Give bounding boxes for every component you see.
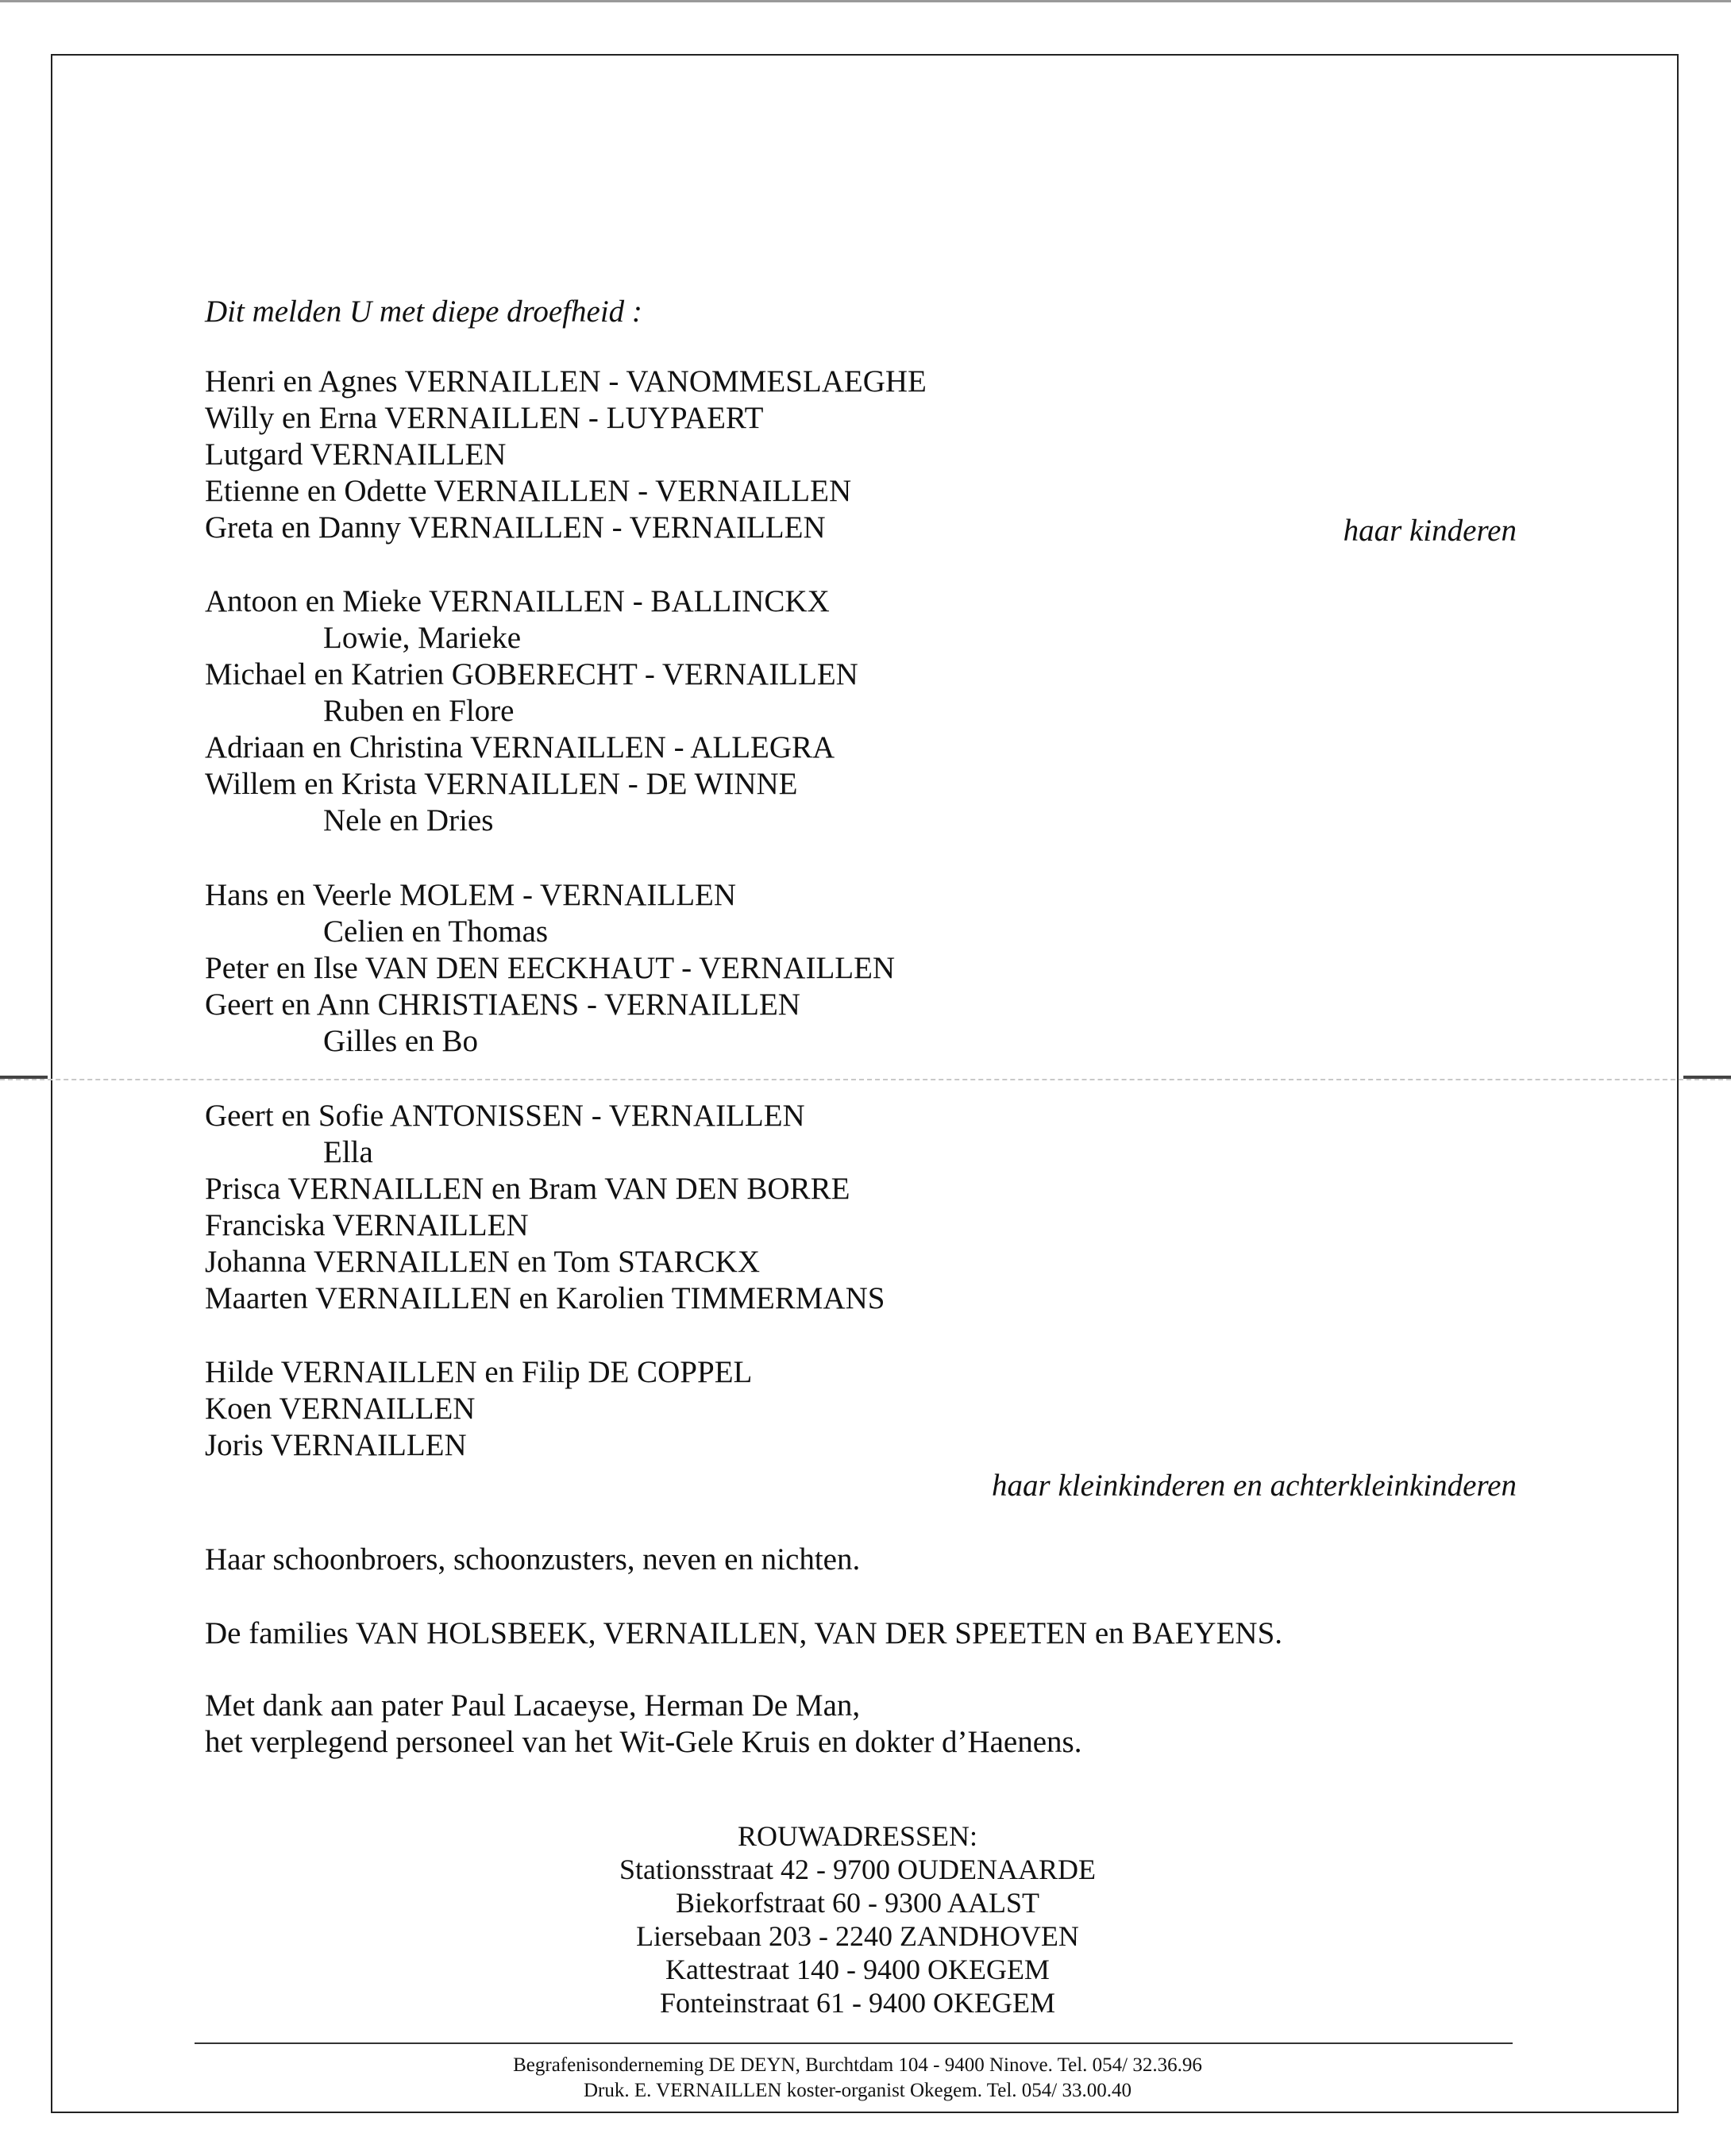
fold-mark-left: [0, 1076, 48, 1079]
great-grandchild-line: Ella: [323, 1135, 373, 1169]
fold-line: [0, 1079, 1731, 1080]
child-line: Lutgard VERNAILLEN: [205, 437, 507, 472]
grandchild-line: Michael en Katrien GOBERECHT - VERNAILLEN: [205, 657, 858, 691]
footer-rule: [195, 2042, 1513, 2044]
grandchild-line: Prisca VERNAILLEN en Bram VAN DEN BORRE: [205, 1172, 850, 1206]
great-grandchild-line: Ruben en Flore: [323, 694, 515, 728]
grandchild-line: Geert en Sofie ANTONISSEN - VERNAILLEN: [205, 1099, 805, 1133]
thanks-line: het verplegend personeel van het Wit-Gele Kruis en dokter d’Haenens.: [205, 1725, 1082, 1759]
address-line: Kattestraat 140 - 9400 OKEGEM: [665, 1954, 1050, 1985]
grandchild-line: Franciska VERNAILLEN: [205, 1208, 529, 1242]
grandchild-line: Maarten VERNAILLEN en Karolien TIMMERMANS: [205, 1281, 885, 1315]
grandchild-line: Peter en Ilse VAN DEN EECKHAUT - VERNAILLEN: [205, 951, 896, 985]
child-line: Etienne en Odette VERNAILLEN - VERNAILLEN: [205, 474, 852, 508]
grandchildren-label: haar kleinkinderen en achterkleinkinderen: [992, 1469, 1517, 1503]
grandchild-line: Antoon en Mieke VERNAILLEN - BALLINCKX: [205, 584, 830, 618]
great-grandchild-line: Celien en Thomas: [323, 914, 549, 949]
footer-line: Begrafenisonderneming DE DEYN, Burchtdam 104 - 9400 Ninove. Tel. 054/ 32.36.96: [513, 2054, 1202, 2076]
great-grandchild-line: Gilles en Bo: [323, 1024, 478, 1058]
address-line: Fonteinstraat 61 - 9400 OKEGEM: [660, 1987, 1055, 2019]
grandchild-line: Hilde VERNAILLEN en Filip DE COPPEL: [205, 1355, 753, 1389]
grandchild-line: Koen VERNAILLEN: [205, 1392, 476, 1426]
intro-text: Dit melden U met diepe droefheid :: [205, 295, 642, 329]
addresses-heading: ROUWADRESSEN:: [737, 1820, 978, 1852]
thanks-line: Met dank aan pater Paul Lacaeyse, Herman De Man,: [205, 1688, 861, 1723]
grandchild-line: Willem en Krista VERNAILLEN - DE WINNE: [205, 767, 798, 801]
child-line: Greta en Danny VERNAILLEN - VERNAILLEN: [205, 510, 826, 545]
grandchild-line: Geert en Ann CHRISTIAENS - VERNAILLEN: [205, 988, 800, 1022]
grandchild-line: Adriaan en Christina VERNAILLEN - ALLEGRA: [205, 730, 835, 764]
great-grandchild-line: Lowie, Marieke: [323, 621, 522, 655]
fold-mark-right: [1683, 1076, 1731, 1079]
child-line: Willy en Erna VERNAILLEN - LUYPAERT: [205, 401, 764, 435]
child-line: Henri en Agnes VERNAILLEN - VANOMMESLAEGHE: [205, 364, 927, 398]
grandchild-line: Joris VERNAILLEN: [205, 1428, 467, 1462]
address-line: Biekorfstraat 60 - 9300 AALST: [676, 1887, 1039, 1919]
footer-line: Druk. E. VERNAILLEN koster-organist Okegem. Tel. 054/ 33.00.40: [583, 2080, 1132, 2101]
address-line: Stationsstraat 42 - 9700 OUDENAARDE: [619, 1854, 1096, 1885]
great-grandchild-line: Nele en Dries: [323, 803, 494, 837]
families-line: De families VAN HOLSBEEK, VERNAILLEN, VAN DER SPEETEN en BAEYENS.: [205, 1616, 1283, 1650]
address-line: Liersebaan 203 - 2240 ZANDHOVEN: [636, 1920, 1079, 1952]
children-label: haar kinderen: [1343, 514, 1517, 548]
scan-top-edge: [0, 0, 1731, 2]
grandchild-line: Johanna VERNAILLEN en Tom STARCKX: [205, 1245, 760, 1279]
inlaws-line: Haar schoonbroers, schoonzusters, neven en nichten.: [205, 1542, 861, 1577]
grandchild-line: Hans en Veerle MOLEM - VERNAILLEN: [205, 878, 736, 912]
